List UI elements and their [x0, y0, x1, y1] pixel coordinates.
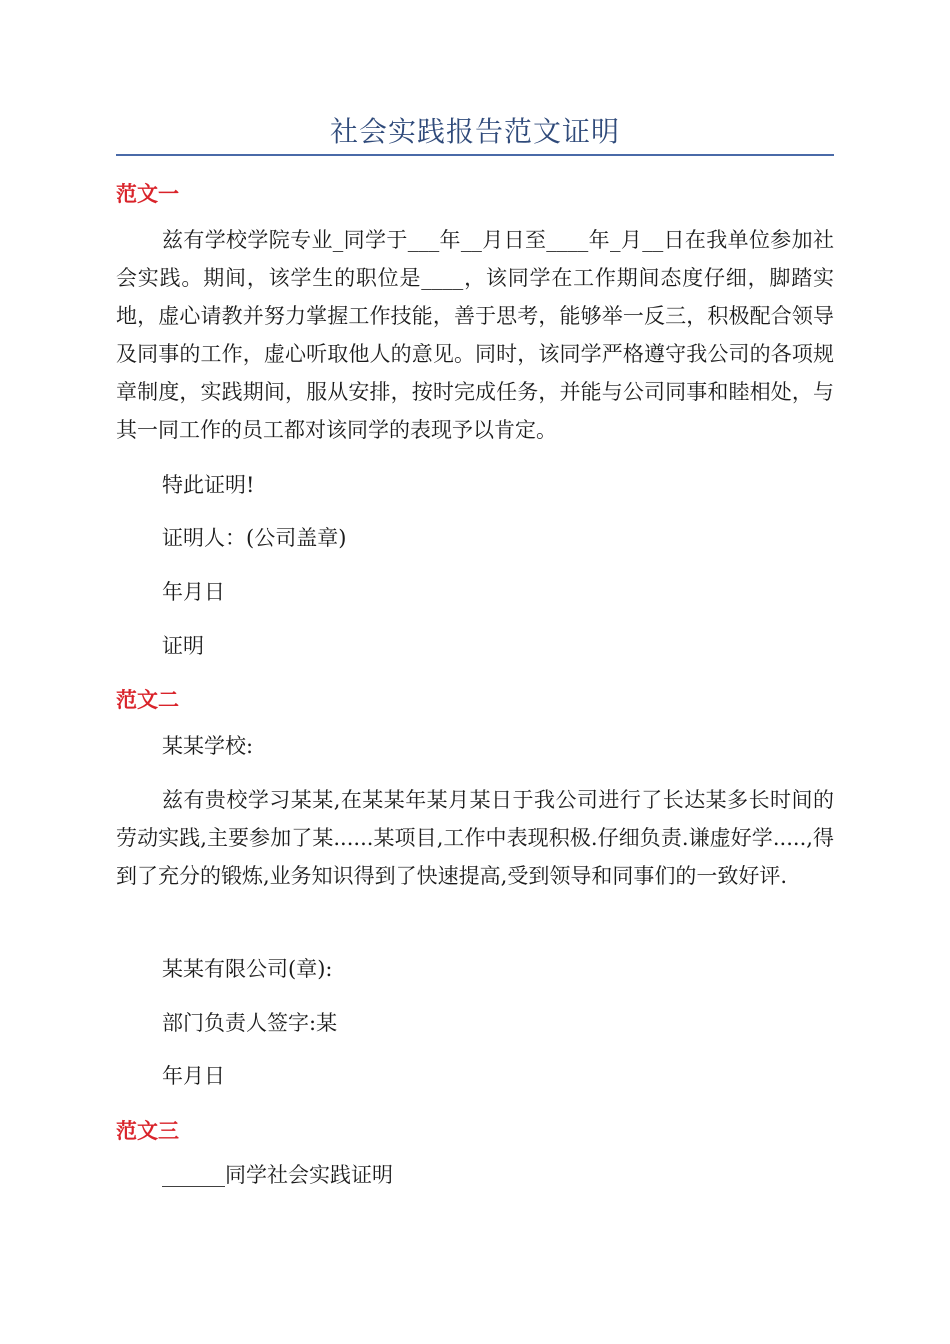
section-2-salutation: 某某学校:: [162, 734, 254, 758]
section-1-line-1: 特此证明!: [162, 473, 255, 497]
section-heading-2: 范文二: [116, 688, 179, 712]
section-2-line-2: 部门负责人签字:某: [162, 1011, 338, 1035]
section-heading-1: 范文一: [116, 182, 179, 206]
section-heading-3: 范文三: [116, 1119, 179, 1143]
section-2-line-1: 某某有限公司(章):: [162, 957, 333, 981]
section-1-line-2: 证明人：(公司盖章): [162, 526, 347, 550]
page-title: 社会实践报告范文证明: [329, 115, 620, 148]
section-1-line-3: 年月日: [162, 580, 225, 604]
section-1-line-4: 证明: [162, 634, 204, 658]
section-1-body: 兹有学校学院专业_同学于___年__月日至____年_月__日在我单位参加社会实践。期间，该学生的职位是____，该同学在工作期间态度仔细，脚踏实地，虚心请教并努力掌握工作技能，善于思考，能够举一反三，积极配合领导及同事的工作，虚心听取他人的意见。同时，该同学严格遵守我公司的各项规章制度，实践期间，服从安排，按时完成任务，并能与公司同事和睦相处，与其一同工作的员工都对该同学的表现予以肯定。: [116, 228, 834, 442]
title-underline: [116, 154, 834, 156]
section-3-line-1: ______同学社会实践证明: [162, 1163, 393, 1187]
section-2-line-3: 年月日: [162, 1064, 225, 1088]
section-2-body: 兹有贵校学习某某,在某某年某月某日于我公司进行了长达某多长时间的劳动实践,主要参加了某......某项目,工作中表现积极.仔细负责.谦虚好学.....,得到了充分的锻炼,业务知识得到了快速提高,受到领导和同事们的一致好评.: [116, 788, 834, 888]
